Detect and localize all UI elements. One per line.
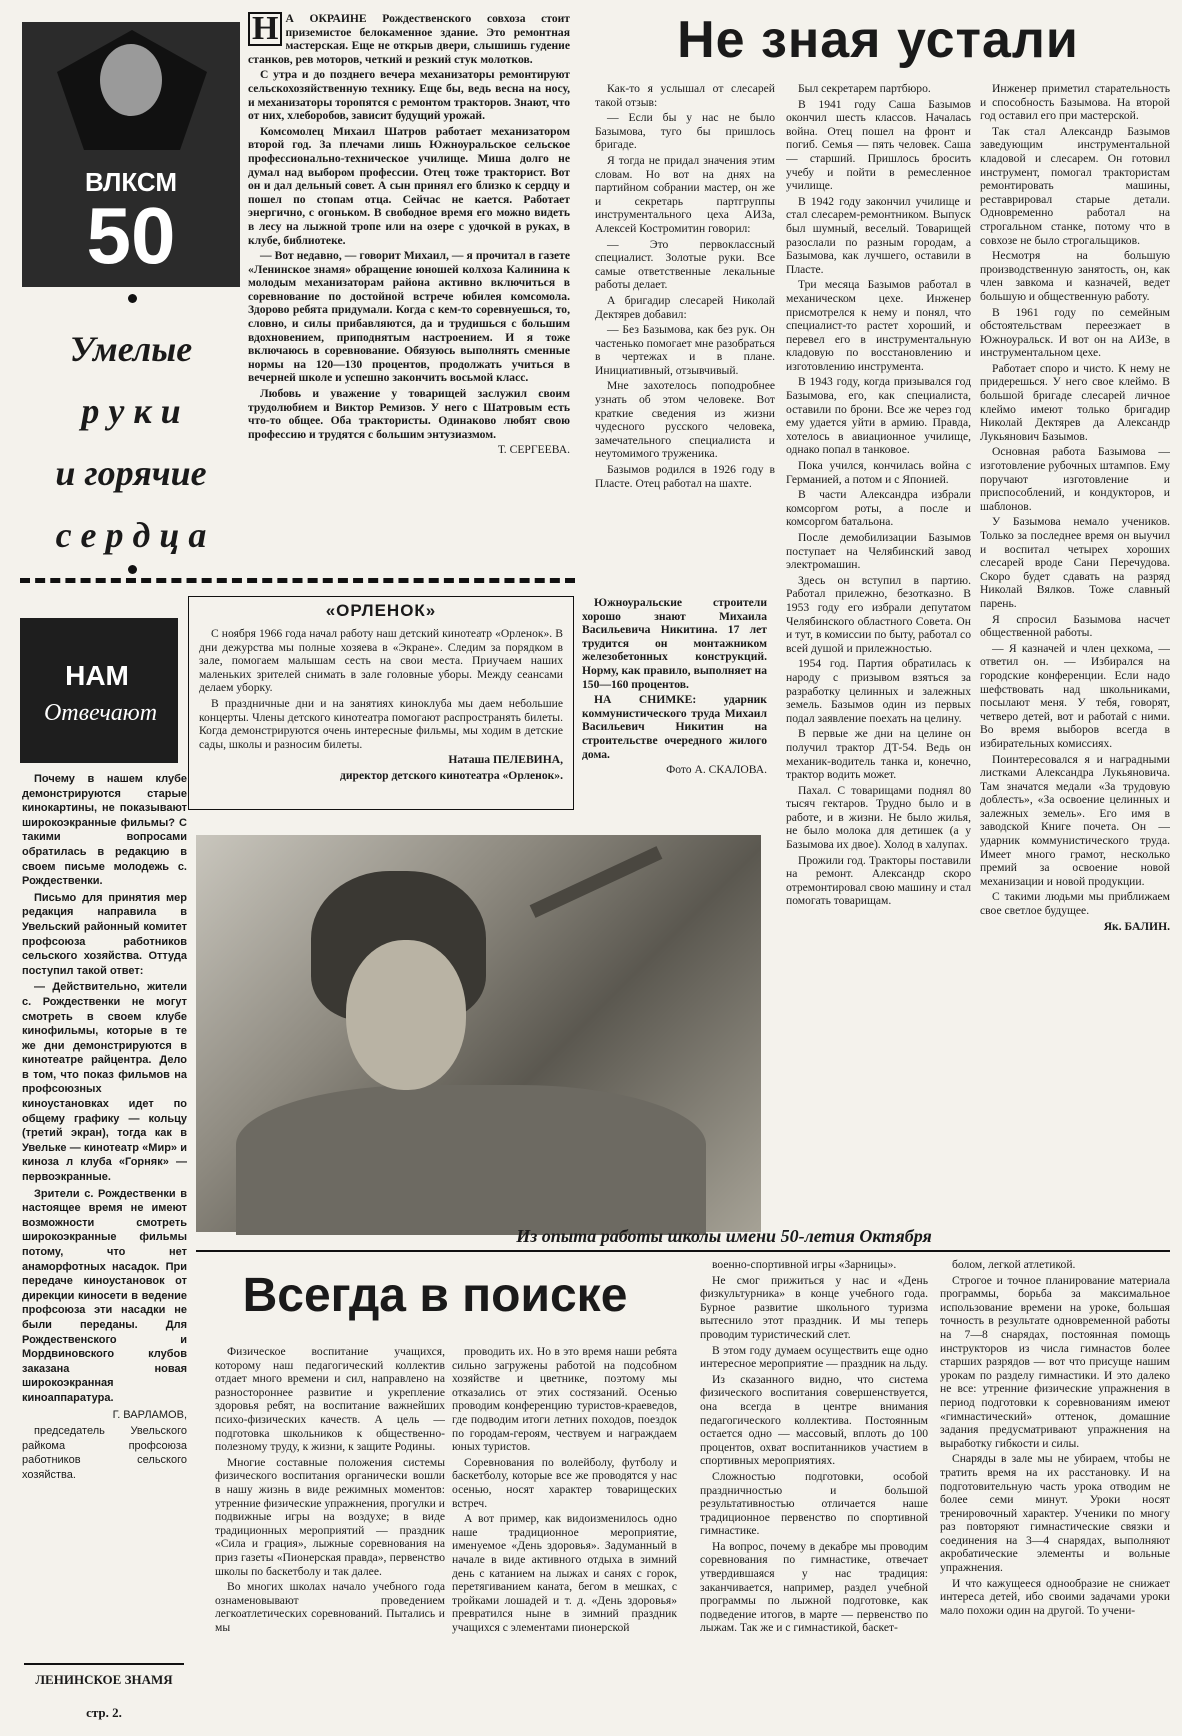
footer-paper: ЛЕНИНСКОЕ ЗНАМЯ [35, 1672, 173, 1687]
paragraph: А вот пример, как видоизменилось одно наше традиционное мероприятие, именуемое «День здоровья». Задуманный в начале в виде активного отдыха в зимний день с катанием на лыжах и санях с горок, перетягиванием каната, бегом в мешках, с тройками лошадей и т. д. «День здоровья» превратился ныне в зимний праздник учащихся с элементами пионерской [452, 1512, 677, 1634]
worker-photo [196, 835, 761, 1232]
paragraph: Соревнования по волейболу, футболу и баскетболу, которые все же проводятся у нас осенью, носят характер товарищеских встреч. [452, 1455, 677, 1510]
paragraph: Я тогда не придал значения этим словам. Но вот на днях на партийном собрании мастер, он же и секретарь партгруппы инструментального цеха АИЗа, Алексей Костромитин говорил: [595, 153, 775, 235]
paragraph: У Базымова немало учеников. Только за последнее время он выучил и воспитал четырех хороших слесарей вроде Сани Перечудова. Скоро будет сдавать на разряд Николай Вялков. Тоже славный парень. [980, 515, 1170, 610]
paragraph: Письмо для принятия мер редакция направила в Увельский районный комитет профсоюза работников сельского хозяйства. Оттуда поступил такой ответ: [22, 891, 187, 977]
paragraph: Здесь он вступил в партию. Работал прилежно, безотказно. В 1953 году его избрали депутатом Челябинского областного Совета. Он и тут, в комиссии по быту, работал со всей душой и прилежностью. [786, 573, 971, 655]
bullet-dot [128, 565, 137, 574]
paragraph: Пока учился, кончилась война с Германией, а потом и с Японией. [786, 459, 971, 486]
paragraph: Был секретарем партбюро. [798, 82, 931, 95]
vlksm-50-badge [22, 22, 240, 287]
paragraph: Поинтересовался я и наградными листками Александра Лукьяновича. Там значатся медали «За трудовую доблесть», «За освоение целинных и залежных земель». Его имя в заводской Книге почета. Он — ударник коммунистического труда. Имеет много грамот, несколько премий за освоение новой механизации и новой продукции. [980, 752, 1170, 888]
badge-org: ВЛКСМ [85, 167, 177, 197]
paragraph: В праздничные дни и на занятиях киноклуба мы даем небольшие концерты. Члены детского кинотеатра помогают распространять билеты. Когда демонстрируются очень интересные фильмы, мы ходим в детские сады, школы и разносим билеты. [199, 696, 563, 751]
paragraph: Строгое и точное планирование материала программы, борьба за максимальное использование времени на уроке, большая точность в результате одновременной работы на 7—8 снарядах, постоянная помощь инструкторов из числа гимнастов более старших разрядов — вот что присуще нашим урокам по разделу гимнастики. И это далеко не все: утренние физические упражнения в период подготовки к соревнованиям имеют «гимнастический» оттенок, домашние задания предусматривают упражнения на выработку гибкости и силы. [940, 1273, 1170, 1450]
article3-col-1 [215, 1345, 445, 1733]
paragraph: А бригадир слесарей Николай Дектярев добавил: [595, 293, 775, 321]
paragraph: болом, легкой атлетикой. [952, 1258, 1076, 1271]
worker-face-shape [346, 940, 466, 1090]
photo-credit: Фото А. СКАЛОВА. [666, 763, 767, 777]
paragraph: Я спросил Базымова насчет общественной работы. [980, 612, 1170, 640]
paragraph: В 1943 году, когда призывался год Базымова, его, как специалиста, оставили по брони. Все же через год ему удается уйти в армию. Правда, хотелось в авиационное училище, однако попал в танковое. [786, 375, 971, 457]
paragraph: Базымов родился в 1926 году в Пласте. Отец работал на шахте. [595, 463, 775, 490]
article3-col-2 [452, 1345, 677, 1733]
rubric-line-2: р у к и [81, 391, 181, 431]
crane-hook-icon [530, 846, 663, 918]
paragraph: — Я казначей и член цехкома, — ответил он. — Избирался на городские конференции. Если надо шефствовать над школьниками, посылают меня. У тебя, говорят, четверо детей, вот и работай с ними. Во время выборов всегда в избирательных комиссиях. [980, 641, 1170, 750]
nam-signature-title: председатель Увельского райкома профсоюза работников сельского хозяйства. [22, 1425, 187, 1481]
paragraph: — Это первоклассный специалист. Золотые руки. Все самые ответственные лекальные работы делает. [595, 237, 775, 292]
paragraph: Мне захотелось поподробнее узнать об этом человеке. Вот краткие сведения из жизни чудесного русского человека, замечательного специалиста и неутомимого труженика. [595, 379, 775, 461]
rubric-heading [22, 318, 240, 566]
orlenok-box [188, 596, 574, 810]
bullet-dot [128, 294, 137, 303]
paragraph: И что кажущееся однообразие не снижает интереса детей, ибо своими задачами уроки мало похожи один на другой. То учени- [940, 1576, 1170, 1617]
section-rule [196, 1250, 1170, 1252]
rubric-line-4: с е р д ц а [55, 515, 207, 555]
caption-on-photo: НА СНИМКЕ: ударник коммунистического труда Михаил Васильевич Никитин на строительстве очередного жилого дома. [582, 693, 767, 761]
paragraph: 1954 год. Партия обратилась к народу с призывом взяться за разработку целинных и залежных земель. Базымов один из первых подал заявление поехать на целину. [786, 657, 971, 725]
paragraph: Основная работа Базымова — изготовление рубочных штампов. Ему поручают изготовление и приспособлений, и кондукторов, и шаблонов. [980, 445, 1170, 513]
article2-col-2 [786, 82, 971, 1225]
lenin-portrait-icon [100, 44, 162, 116]
photo-caption [582, 596, 767, 824]
worker-body-shape [236, 1085, 706, 1235]
paragraph: проводить их. Но в это время наши ребята сильно загружены работой на подсобном хозяйстве и цветнике, поэтому мы отказались от этих состязаний. Осенью проводим конференцию туристов-краеведов, где подводим итоги летних походов, поездок по городам-героям, чествуем и награждаем юных туристов. [452, 1345, 677, 1454]
paragraph: Три месяца Базымов работал в механическом цехе. Инженер присмотрелся к нему и понял, что специалист-то растет хороший, и перевел его в инструментальную кладовую по восстановлению и изготовлению инструмента. [786, 278, 971, 373]
paragraph: После демобилизации Базымов поступает на Челябинский завод электромашин. [786, 531, 971, 572]
paragraph: — Действительно, жители с. Рождественки не могут смотреть в своем клубе кинофильмы, которые в те же дни демонстрируются в кинотеатре райцентра. Дело в том, что показ фильмов на профсоюзных киноустановках идет по общему графику — кольцу (третий экран), тогда как в Увельке — кинотеатр «Мир» и киноза л клуба «Горняк» — первоэкранные. [22, 981, 187, 1184]
article3-kicker: Из опыта работы школы имени 50-летия Октября [516, 1226, 932, 1246]
paragraph: Как-то я услышал от слесарей такой отзыв: [595, 82, 775, 109]
article1-p5: Любовь и уважение у товарищей заслужил своим трудолюбием и Виктор Ремизов. У него с Шатровым есть что-то общее. Оба трактористы. Одинаково любят свою профессию и трудятся с большим энтузиазмом. [248, 387, 570, 441]
article3-col-3 [700, 1258, 928, 1733]
paragraph: Физическое воспитание учащихся, которому наш педагогический коллектив отдает много времени и сил, направлено на разностороннее развитие и укрепление здоровья ребят, на воспитание важнейших психо-физических качеств. А цель — подготовка школьников к общественно-полезному труду, к жизни, к защите Родины. [215, 1345, 445, 1454]
orlenok-text [199, 627, 563, 805]
paragraph: Так стал Александр Базымов заведующим инструментальной кладовой и слесарем. Он готовил инструмент, помогал трактористам ремонтировать машины, реставрировал старые детали. Одновременно работал на строгальном станке, потому что в совхозе не было строгальщиков. [980, 124, 1170, 247]
article1-author: Т. СЕРГЕЕВА. [497, 443, 570, 457]
headline-always-searching: Всегда в поиске [242, 1269, 628, 1322]
paragraph: Зрители с. Рождественки в настоящее время не имеют возможности смотреть широкоэкранные фильмы потому, что нет анаморфотных насадок. При передаче киноустановок от дирекции киносети в ведение профсоюза эти насадки не были переданы. Для Рождественского и Мордвиновского клубов заказана новая широкоэкранная киноаппаратура. [22, 1187, 187, 1404]
paragraph: Многие составные положения системы физического воспитания органически вошли в нашу жизнь в виде режимных моментов: утренние физические упражнения, прогулки и подвижные игры на воздухе; в виде традиционных мероприятий — праздник «Сила и грация», лыжные соревнования на приз газеты «Пионерская правда», первенство школы по баскетболу и так далее. [215, 1455, 445, 1578]
dashed-divider [20, 578, 575, 583]
article2-col-1 [595, 82, 775, 577]
article3-col-4 [940, 1258, 1170, 1733]
article2-author: Як. БАЛИН. [1103, 919, 1170, 933]
article2-col-3 [980, 82, 1170, 1225]
article1-p1: А ОКРАИНЕ Рождественского совхоза стоит приземистое белокаменное здание. Это ремонтная мастерская. Еще не открыв двери, слышишь гудение станков, рев моторов, четкий и резкий стук молотков. [248, 12, 570, 66]
paragraph: Пахал. С товарищами поднял 80 тысяч гектаров. Трудно было и в работе, и в жизни. Не было жилья, не было молока для детишек (а у Базымова их двое). Холод в халупах. [786, 783, 971, 852]
headline-tireless: Не зная устали [677, 11, 1079, 69]
paragraph: В части Александра избрали комсоргом роты, а после и комсоргом батальона. [786, 488, 971, 529]
nam-otvechayut-logo [20, 618, 178, 763]
paragraph: военно-спортивной игры «Зарницы». [712, 1258, 897, 1271]
paragraph: Сложностью подготовки, особой праздничностью и большой результативностью отличается наше традиционное первенство по спортивной гимнастике. [700, 1469, 928, 1538]
paragraph: Несмотря на большую производственную занятость, он, как член завкома и казначей, ведет большую и общественную работу. [980, 249, 1170, 303]
paragraph: На вопрос, почему в декабре мы проводим соревнования по гимнастике, отвечает утвердившаяся у нас традиция: заканчивается, например, раздел учебной программы по лыжной подготовке, как подведение итогов, в марте — первенство по лыжам. Так же и с гимнастикой, баскет- [700, 1539, 928, 1635]
paragraph: Не смог прижиться у нас и «День физкультурника» в конце учебного года. Бурное развитие школьного туризма вытеснило этот праздник. И мы теперь проводим туристический слет. [700, 1273, 928, 1341]
nam-signature: Г. ВАРЛАМОВ, [112, 1408, 187, 1421]
paragraph: В первые же дни на целине он получил трактор ДТ-54. Ведь он механик-водитель танка и, конечно, трактор водить может. [786, 727, 971, 782]
paragraph: С ноября 1966 года начал работу наш детский кинотеатр «Орленок». В дни дежурства мы полные хозяева в «Экране». Следим за порядком в зале, помогаем малышам сесть на свои места. Приучаем наших маленьких зрителей снимать в зале головные уборы. Между сеансами делаем уборку. [199, 627, 563, 695]
caption-text: Южноуральские строители хорошо знают Михаила Васильевича Никитина. 17 лет трудится он монтажником железобетонных конструкций. Норму, как правило, выполняет на 150—160 процентов. [582, 596, 767, 691]
article1-p4: — Вот недавно, — говорит Михаил, — я прочитал в газете «Ленинское знамя» обращение юношей колхоза Калинина к молодым механизаторам района активно включиться в соревнование по достойной встрече юбилея комсомола. Здорово ребята придумали. Когда с кем-то соревнуешься, то, словно, и силы прибавляются, да и трудишься с большим вдохновением, приподнятым настроением. И я тоже включаюсь в соревнование. Обязуюсь выполнять сменные нормы на 120—130 процентов, продолжать учиться в вечерней школе и успешно закончить восьмой класс. [248, 249, 570, 385]
paragraph: — Если бы у нас не было Базымова, туго бы пришлось бригаде. [595, 111, 775, 152]
rubric-line-1: Умелые [69, 329, 193, 369]
paragraph: Прожили год. Тракторы поставили на ремонт. Александр скоро отремонтировал свою машину и стал помогать товарищам. [786, 853, 971, 908]
paragraph: В этом году думаем осуществить еще одно интересное мероприятие — праздник на льду. [700, 1343, 928, 1371]
orlenok-signature-title: директор детского кинотеатра «Орленок». [340, 768, 563, 782]
paragraph: Во многих школах начало учебного года ознаменовывают проведением легкоатлетических соревнований. Пытались и мы [215, 1580, 445, 1634]
nam-logo-line2: Отвечают [43, 700, 158, 726]
paragraph: С такими людьми мы приближаем свое светлое будущее. [980, 890, 1170, 918]
nam-logo-line1: НАМ [65, 660, 129, 691]
article-skilled-hands [248, 12, 570, 572]
paragraph: Из сказанного видно, что система физического воспитания совершенствуется, она всегда в центре внимания педагогического коллектива. Постоянным остается одно — массовый, вплоть до 100 процентов, охват воспитанников участием в спортивных мероприятиях. [700, 1372, 928, 1468]
paragraph: Работает споро и чисто. К нему не придерешься. У него свое клеймо. В большой бригаде слесарей личное клеймо имеют только бригадир Николай Дектярев да Александр Лукьянович Базымов. [980, 361, 1170, 443]
footer-rule [24, 1663, 184, 1665]
footer-page: стр. 2. [86, 1705, 122, 1720]
article1-p3: Комсомолец Михаил Шатров работает механизатором второй год. За плечами лишь Южноуральское сельское профессионально-техническое училище. Миша долго не думал над выбором профессии. Отец тоже тракторист. Вот он и дал дельный совет. А сын принял его близко к сердцу и пошел по стопам отца. Сейчас не кается. Работает энергично, с огоньком. В свободное время его можно видеть в лесу на лыжной тропе или на озере с удочкой в руках, в клубе, библиотеке. [248, 124, 570, 247]
paragraph: Снаряды в зале мы не убираем, чтобы не тратить время на их расстановку. И на подготовительную часть урока отводим не более семи минут. Уроки носят тренировочный характер. Ученики по многу раз повторяют гимнастические связки и соединения на 3—4 снарядах, выполняют акробатические элементы и вольные упражнения. [940, 1452, 1170, 1575]
paragraph: В 1941 году Саша Базымов окончил шесть классов. Началась война. Отец пошел на фронт и погиб. Семья — пять человек. Саша — старший. Пришлось бросить учебу и пойти в ремесленное училище. [786, 97, 971, 193]
paragraph: В 1961 году по семейным обстоятельствам переезжает в Южноуральск. И вот он на АИЗе, в инструментальном цехе. [980, 305, 1170, 360]
badge-number: 50 [86, 191, 176, 280]
paragraph: Инженер приметил старательность и способность Базымова. На второй год оставил его при мастерской. [980, 82, 1170, 123]
nam-otvechayut-text [22, 772, 187, 1652]
drop-cap: Н [248, 12, 282, 46]
paragraph: В 1942 году закончил училище и стал слесарем-ремонтником. Выпуск был шумный, веселый. Товарищей разослали по разным городам, а Базымова, как лучшего, оставили в Пласте. [786, 194, 971, 276]
paragraph: Почему в нашем клубе демонстрируются старые кинокартины, не показывают широкоэкранные фильмы? С такими вопросами обратилась в редакцию в своем письме молодежь с. Рождественки. [22, 773, 187, 888]
orlenok-title: «ОРЛЕНОК» [325, 601, 437, 620]
article1-p2: С утра и до позднего вечера механизаторы ремонтируют сельскохозяйственную технику. Еще бы, ведь весна на носу, и механизаторы торопятся с ремонтом тракторов. Знают, что от них, хлеборобов, зависит будущий урожай. [248, 68, 570, 123]
rubric-line-3: и горячие [55, 453, 207, 493]
orlenok-signature: Наташа ПЕЛЕВИНА, [448, 753, 563, 767]
paragraph: — Без Базымова, как без рук. Он частенько помогает мне разобраться в чертежах и в плане. Инициативный, отзывчивый. [595, 323, 775, 377]
